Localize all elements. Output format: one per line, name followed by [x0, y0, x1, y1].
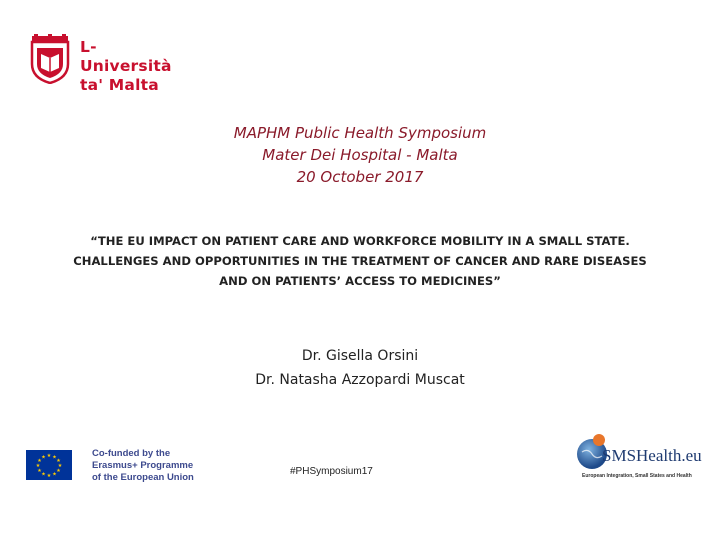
event-date: 20 October 2017: [296, 168, 424, 186]
svg-text:★: ★: [52, 454, 57, 461]
svg-text:★: ★: [52, 471, 57, 478]
eu-cofunding-logo: [26, 448, 194, 484]
eu-flag-icon: [26, 450, 72, 480]
eu-cofunded-line1: Co-funded by the: [92, 448, 171, 459]
eu-cofunded-line3: of the European Union: [92, 472, 194, 483]
svg-text:★: ★: [37, 458, 42, 464]
event-hashtag: #PHSymposium17: [290, 466, 373, 477]
smshealth-name: SMSHealth.eu: [602, 446, 702, 465]
author-2: Dr. Natasha Azzopardi Muscat: [255, 372, 465, 388]
presentation-title-line1: “THE EU IMPACT ON PATIENT CARE AND WORKFORCE MOBILITY IN A SMALL STATE.: [90, 234, 630, 248]
event-venue: Mater Dei Hospital - Malta: [262, 146, 458, 164]
svg-text:★: ★: [46, 453, 52, 459]
svg-text:★: ★: [57, 463, 63, 469]
eu-cofunded-line2: Erasmus+ Programme: [92, 460, 194, 471]
svg-text:★: ★: [41, 471, 46, 478]
author-1: Dr. Gisella Orsini: [301, 348, 419, 364]
svg-text:★: ★: [56, 458, 61, 464]
svg-text:★: ★: [56, 468, 61, 474]
university-name-line2: ta' Malta: [80, 76, 159, 94]
svg-text:★: ★: [35, 463, 41, 469]
university-name-line1: L-Università: [80, 38, 172, 75]
svg-text:★: ★: [37, 468, 42, 474]
university-logo: [28, 34, 178, 94]
presentation-title-line2: CHALLENGES AND OPPORTUNITIES IN THE TREATMENT OF CANCER AND RARE DISEASES: [73, 254, 647, 268]
event-name: MAPHM Public Health Symposium: [233, 124, 487, 142]
smshealth-tagline: European Integration, Small States and Health: [582, 473, 692, 479]
svg-text:★: ★: [46, 473, 52, 479]
presentation-title-line3: AND ON PATIENTS’ ACCESS TO MEDICINES”: [219, 274, 501, 288]
university-crest-icon: [28, 34, 72, 84]
smshealth-logo: [570, 430, 702, 486]
svg-text:★: ★: [41, 454, 46, 461]
